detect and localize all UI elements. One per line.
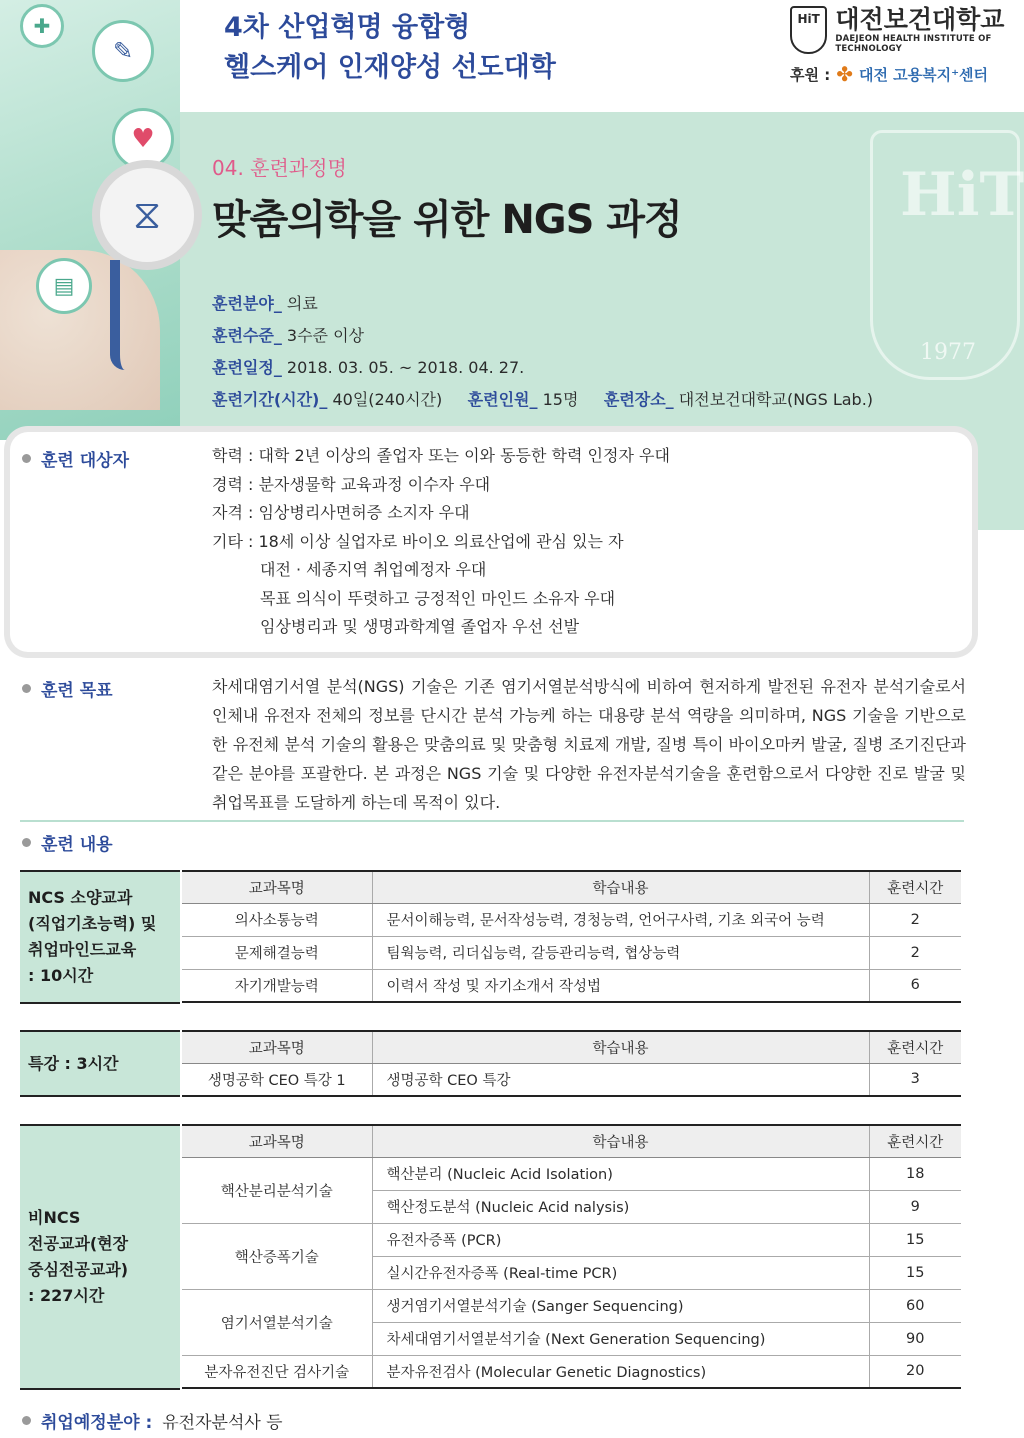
- watermark-year: 1977: [920, 340, 976, 365]
- university-brand: [790, 6, 1024, 54]
- stethoscope-dna-icon: ⧖: [92, 160, 202, 270]
- university-logo-icon: HiT: [790, 6, 827, 54]
- info-schedule: 훈련일정_ 2018. 03. 05. ~ 2018. 04. 27.: [212, 358, 525, 377]
- info-field-value: 의료: [286, 294, 318, 313]
- syringe-icon: ✎: [92, 20, 154, 82]
- info-level-value: 3수준 이상: [286, 326, 365, 345]
- table-row: 의사소통능력 문서이해능력, 문서작성능력, 경청능력, 언어구사력, 기초 외국어 능력 2: [182, 903, 961, 936]
- table-row: 문제해결능력 팀웍능력, 리더십능력, 갈등관리능력, 협상능력 2: [182, 936, 961, 969]
- course-number: 04. 훈련과정명: [212, 156, 347, 180]
- nonncs-block: [20, 1124, 961, 1390]
- table-row: 핵산증폭기술 유전자증폭 (PCR) 15: [182, 1223, 961, 1256]
- divider: [20, 820, 964, 822]
- table-row: 핵산분리분석기술 핵산분리 (Nucleic Acid Isolation) 18: [182, 1157, 961, 1190]
- content-heading: 훈련 내용: [22, 830, 113, 855]
- col-content: 학습내용: [372, 1125, 869, 1157]
- target-line: 경력 : 분자생물학 교육과정 이수자 우대: [212, 474, 491, 494]
- program-title-line2: 헬스케어 인재양성 선도대학: [224, 52, 556, 83]
- targets-list: [212, 442, 670, 642]
- info-field: 훈련분야_ 의료: [212, 294, 318, 313]
- col-subject: 교과목명: [182, 1125, 372, 1157]
- table-row: 자기개발능력 이력서 작성 및 자기소개서 작성법 6: [182, 969, 961, 1002]
- col-subject: 교과목명: [182, 871, 372, 903]
- ncs-label: NCS 소양교과 (직업기초능력) 및 취업마인드교육 : 10시간: [20, 870, 180, 1004]
- col-hours: 훈련시간: [869, 1031, 961, 1063]
- bullet-icon: [22, 1416, 31, 1425]
- university-name: 대전보건대학교: [835, 5, 1005, 34]
- ncs-table: [182, 870, 961, 1003]
- university-english-name: DAEJEON HEALTH INSTITUTE OF TECHNOLOGY: [835, 34, 992, 54]
- target-line: 임상병리과 및 생명과학계열 졸업자 우선 선발: [260, 617, 580, 636]
- target-line: 자격 : 임상병리사면허증 소지자 우대: [212, 503, 470, 522]
- bullet-icon: [22, 454, 31, 463]
- sponsor-label: 후원 :: [790, 65, 831, 84]
- table-row: 생명공학 CEO 특강 1 생명공학 CEO 특강 3: [182, 1063, 961, 1096]
- sponsor-name: 대전 고용복지⁺센터: [858, 65, 989, 84]
- medicine-icon: ✚: [20, 4, 64, 48]
- ncs-block: [20, 870, 961, 1004]
- info-level: 훈련수준_ 3수준 이상: [212, 326, 365, 345]
- target-line: 목표 의식이 뚜렷하고 긍정적인 마인드 소유자 우대: [260, 588, 616, 608]
- target-line: 기타 : 18세 이상 실업자로 바이오 의료산업에 관심 있는 자: [212, 531, 624, 551]
- job-label: 취업예정분야 :: [41, 1413, 153, 1433]
- watermark-text: HiT: [900, 160, 1024, 230]
- job-field: [22, 1408, 283, 1433]
- program-title-line1: 4차 산업혁명 융합형: [224, 12, 471, 43]
- nonncs-label: 비NCS 전공교과(현장 중심전공교과) : 227시간: [20, 1124, 180, 1390]
- target-line: 대전 · 세종지역 취업예정자 우대: [260, 560, 487, 579]
- heart-icon: ♥: [112, 108, 174, 170]
- stethoscope-tube: [110, 260, 140, 370]
- col-hours: 훈련시간: [869, 871, 961, 903]
- job-value: 유전자분석사 등: [162, 1413, 283, 1433]
- col-content: 학습내용: [372, 1031, 869, 1063]
- goal-text: 차세대염기서열 분석(NGS) 기술은 기존 염기서열분석방식에 비하여 현저하게 발전된 유전자 분석기술로서 인체내 유전자 전체의 정보를 단시간 분석 가능케 하는 대용량 분석 역량을 의미하며, NGS 기술을 기반으로 한 유전체 분석 기술의 활용은 맞춤의료 및 맞춤형 치료제 개발, 질병 특이 바이오마커 발굴, 질병 조기진단과 같은 분야를 포괄한다. 본 과정은 NGS 기술 및 다양한 유전자분석기술을 훈련함으로서 다양한 진로 발굴 및 취업목표를 도달하게 하는데 목적이 있다.: [212, 677, 966, 812]
- target-line: 학력 : 대학 2년 이상의 졸업자 또는 이와 동등한 학력 인정자 우대: [212, 446, 670, 465]
- nonncs-table: [182, 1124, 961, 1389]
- info-schedule-value: 2018. 03. 05. ~ 2018. 04. 27.: [286, 358, 525, 377]
- program-title: [224, 8, 556, 88]
- info-trainees-value: 15명: [542, 390, 579, 409]
- goal-heading: 훈련 목표: [22, 676, 113, 701]
- course-title: 맞춤의학을 위한 NGS 과정: [212, 197, 682, 243]
- table-row: 분자유전진단 검사기술 분자유전검사 (Molecular Genetic Diagnostics) 20: [182, 1355, 961, 1388]
- special-table: [182, 1030, 961, 1097]
- table-row: 실시간유전자증폭 (Real-time PCR) 15: [182, 1256, 961, 1289]
- special-block: [20, 1030, 961, 1097]
- clipboard-icon: ▤: [36, 258, 92, 314]
- bullet-icon: [22, 684, 31, 693]
- col-subject: 교과목명: [182, 1031, 372, 1063]
- info-duration-row: 훈련기간(시간)_ 40일(240시간) 훈련인원_ 15명 훈련장소_ 대전보건대학교(NGS Lab.): [212, 390, 874, 409]
- info-duration-value: 40일(240시간): [332, 390, 443, 409]
- special-label: 특강 : 3시간: [20, 1030, 180, 1097]
- bullet-icon: [22, 838, 31, 847]
- targets-heading: 훈련 대상자: [22, 446, 129, 471]
- table-row: 염기서열분석기술 생거염기서열분석기술 (Sanger Sequencing) 60: [182, 1289, 961, 1322]
- table-row: 차세대염기서열분석기술 (Next Generation Sequencing) 90: [182, 1322, 961, 1355]
- sponsor-logo-icon: ✤: [836, 62, 853, 86]
- col-hours: 훈련시간: [869, 1125, 961, 1157]
- sponsor: [790, 62, 988, 86]
- col-content: 학습내용: [372, 871, 869, 903]
- info-place-value: 대전보건대학교(NGS Lab.): [678, 390, 874, 409]
- table-row: 핵산정도분석 (Nucleic Acid nalysis) 9: [182, 1190, 961, 1223]
